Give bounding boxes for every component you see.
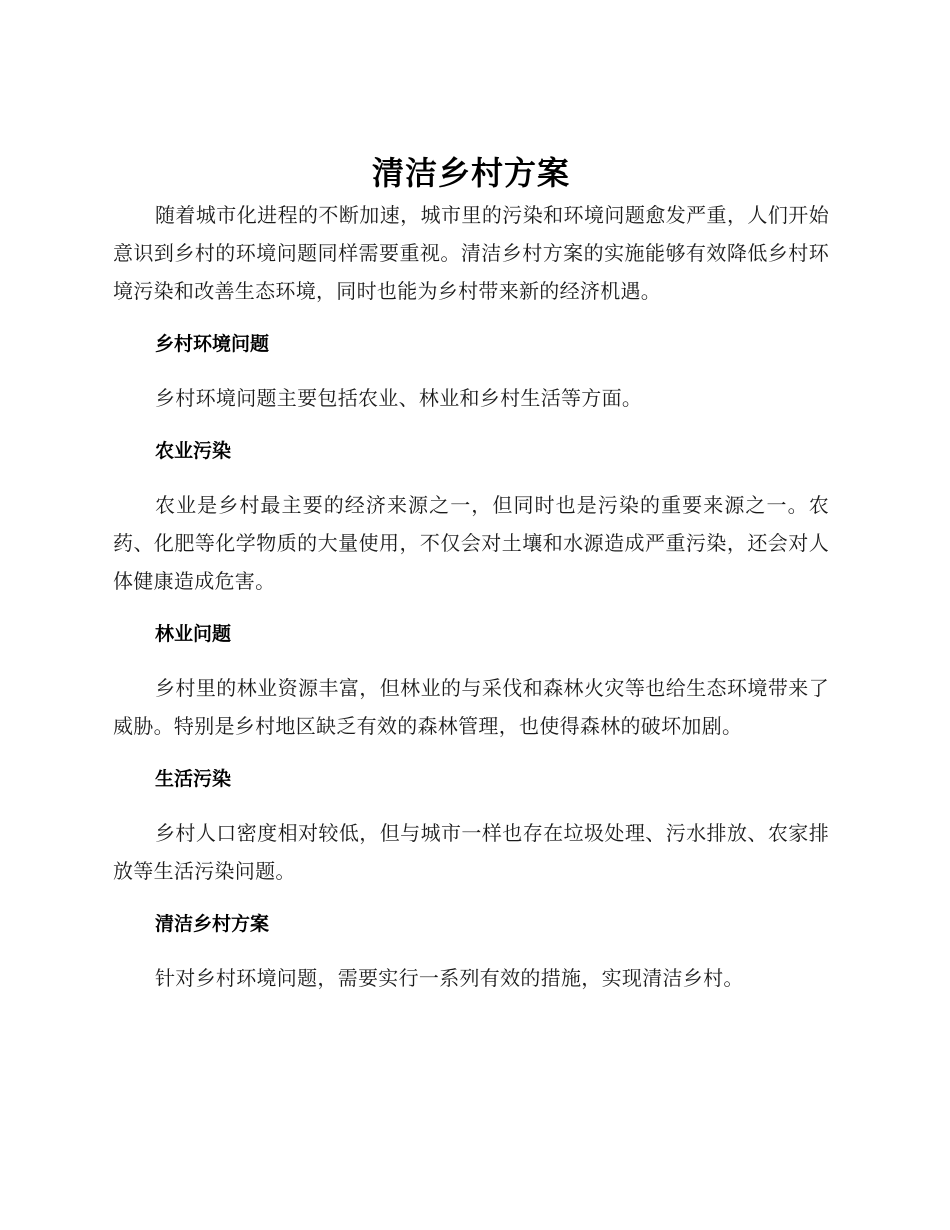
document-page xyxy=(113,150,829,997)
section-body-agricultural-pollution: 农业是乡村最主要的经济来源之一，但同时也是污染的重要来源之一。农药、化肥等化学物质的大量使用，不仅会对土壤和水源造成严重污染，还会对人体健康造成危害。 xyxy=(113,493,829,593)
section-heading-rural-environment: 乡村环境问题 xyxy=(155,333,270,355)
section-heading-agricultural-pollution: 农业污染 xyxy=(155,440,232,462)
intro-paragraph: 随着城市化进程的不断加速，城市里的污染和环境问题愈发严重，人们开始意识到乡村的环境问题同样需要重视。清洁乡村方案的实施能够有效降低乡村环境污染和改善生态环境，同时也能为乡村带来新的经济机遇。 xyxy=(113,203,829,303)
section-heading-clean-village-plan: 清洁乡村方案 xyxy=(155,913,270,935)
section-body-living-pollution: 乡村人口密度相对较低，但与城市一样也存在垃圾处理、污水排放、农家排放等生活污染问题。 xyxy=(113,821,829,883)
document-title: 清洁乡村方案 xyxy=(371,154,570,192)
section-heading-forestry-issues: 林业问题 xyxy=(155,623,232,645)
section-body-rural-environment: 乡村环境问题主要包括农业、林业和乡村生活等方面。 xyxy=(155,386,643,410)
section-body-forestry-issues: 乡村里的林业资源丰富，但林业的与采伐和森林火灾等也给生态环境带来了威胁。特别是乡村地区缺乏有效的森林管理，也使得森林的破坏加剧。 xyxy=(113,676,829,738)
section-body-clean-village-plan: 针对乡村环境问题，需要实行一系列有效的措施，实现清洁乡村。 xyxy=(155,966,744,990)
section-heading-living-pollution: 生活污染 xyxy=(155,768,232,790)
